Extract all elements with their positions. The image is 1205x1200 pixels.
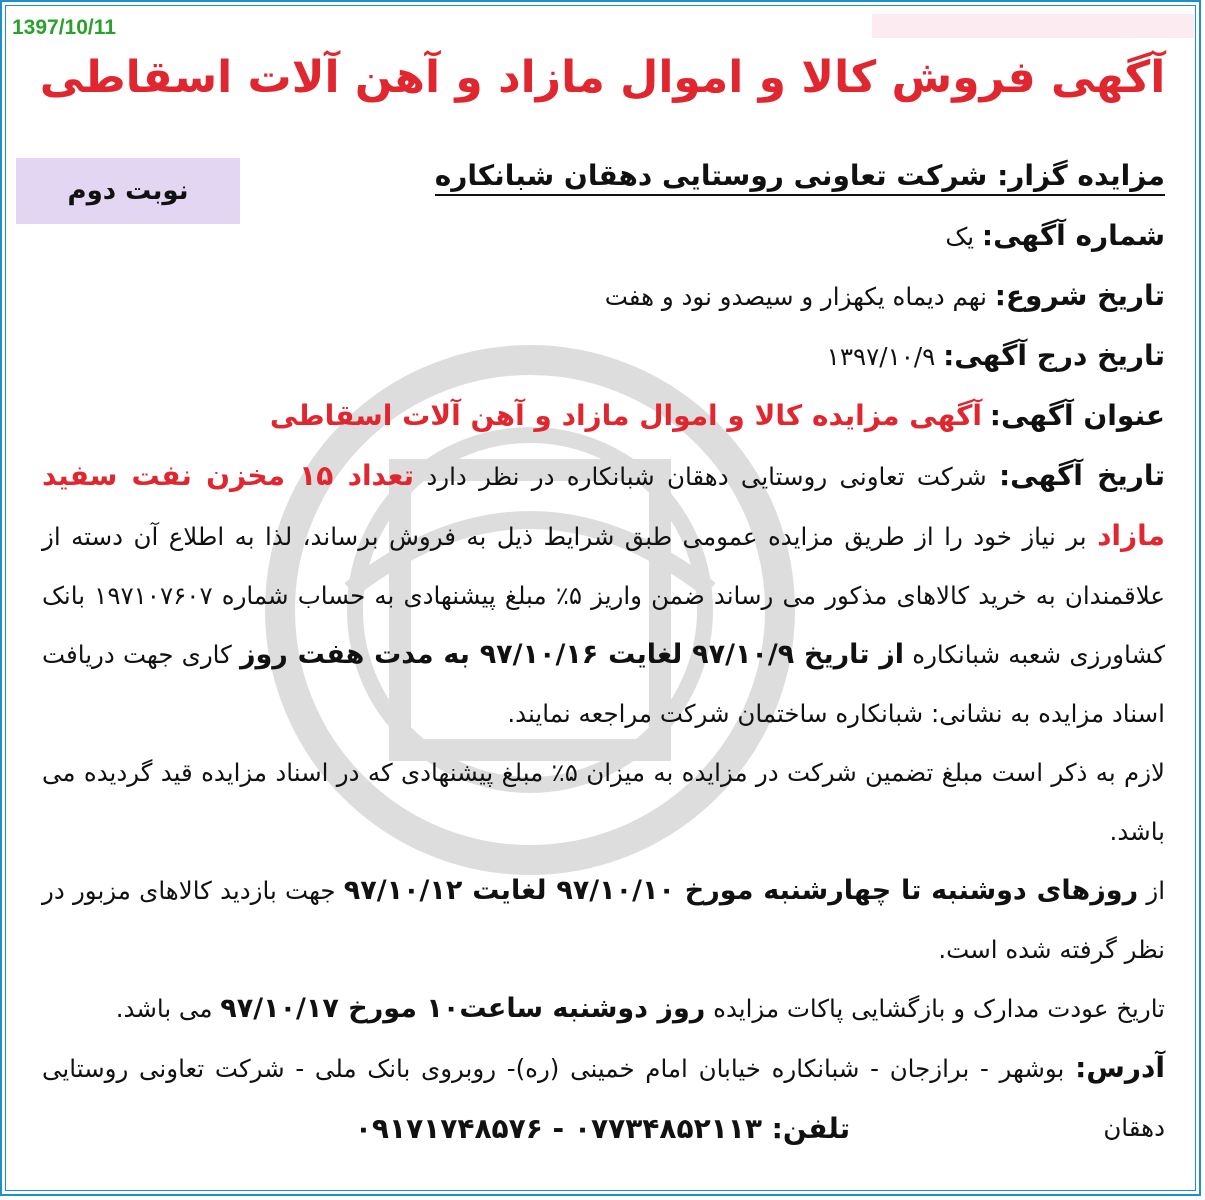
- ad-title-value: آگهی مزایده کالا و اموال مازاد و آهن آلات اسقاطی: [269, 399, 982, 432]
- ad-number-label: شماره آگهی:: [981, 219, 1165, 252]
- history-text-1: شرکت تعاونی روستایی دهقان شبانکاره در نظر دارد: [426, 462, 987, 491]
- start-date-label: تاریخ شروع:: [994, 279, 1165, 312]
- ad-number-line: [42, 206, 1165, 266]
- visit-days: روزهای دوشنبه تا چهارشنبه مورخ ۹۷/۱۰/۱۰ لغایت ۹۷/۱۰/۱۲: [343, 875, 1139, 906]
- publish-date-value: ۱۳۹۷/۱۰/۹: [826, 342, 936, 371]
- opening-text-1: تاریخ عودت مدارک و بازگشایی پاکات مزایده: [713, 994, 1165, 1023]
- ad-details-paragraph: [42, 446, 1165, 743]
- history-text-3: کاری جهت دریافت اسناد مزایده به نشانی: شبانکاره ساختمان شرکت مراجعه نمایند.: [42, 640, 1165, 728]
- opening-text-2: می باشد.: [115, 994, 213, 1023]
- history-label: تاریخ آگهی:: [998, 459, 1165, 492]
- ad-title-line: [42, 386, 1165, 446]
- start-date-line: [42, 266, 1165, 326]
- ad-number-value: یک: [945, 222, 975, 251]
- history-highlight: تعداد ۱۵ مخزن نفت سفید مازاد: [42, 459, 1165, 552]
- guarantee-paragraph: لازم به ذکر است مبلغ تضمین شرکت در مزایده به میزان ۵٪ مبلغ پیشنهادی که در اسناد مزایده قید گردیده می باشد.: [42, 758, 1165, 846]
- opening-paragraph: [42, 979, 1165, 1038]
- history-text-2: بر نیاز خود را از طریق مزایده عمومی طبق شرایط ذیل به فروش برساند، لذا به اطلاع آن دسته از علاقمندان به خرید کالاهای مذکور می رساند ضمن واریز ۵٪ مبلغ پیشنهادی به حساب شماره ۱۹۷۱۰۷۶۰۷ بانک کشاورزی شعبه شبانکاره: [42, 522, 1165, 669]
- organizer-label: مزایده گزار:: [997, 159, 1165, 192]
- visit-paragraph: [42, 861, 1165, 979]
- round-badge: نوبت دوم: [16, 158, 240, 224]
- headline: آگهی فروش کالا و اموال مازاد و آهن آلات اسقاطی: [39, 52, 1166, 103]
- address-label: آدرس:: [1075, 1051, 1165, 1084]
- header-strip: [872, 14, 1194, 38]
- opening-time: روز دوشنبه ساعت۱۰ مورخ ۹۷/۱۰/۱۷: [220, 993, 706, 1024]
- organizer-text: [435, 159, 1165, 196]
- visit-text-2: جهت بازدید کالاهای مزبور در نظر گرفته شده است.: [42, 876, 1165, 964]
- visit-text-1: از: [1146, 876, 1165, 905]
- publish-date-line: [42, 326, 1165, 386]
- history-period: از تاریخ ۹۷/۱۰/۹ لغایت ۹۷/۱۰/۱۶ به مدت هفت روز: [239, 639, 905, 670]
- phone-numbers: تلفن: ۰۷۷۳۴۸۵۲۱۱۳ - ۰۹۱۷۱۷۴۸۵۷۶: [354, 1112, 851, 1145]
- date-stamp: 1397/10/11: [12, 16, 116, 39]
- ad-body: [42, 146, 1165, 1157]
- publish-date-label: تاریخ درج آگهی:: [943, 339, 1165, 372]
- ad-title-label: عنوان آگهی:: [989, 399, 1165, 432]
- organizer-line: [42, 146, 1165, 206]
- organizer-value: شرکت تعاونی روستایی دهقان شبانکاره: [434, 159, 988, 192]
- start-date-value: نهم دیماه یکهزار و سیصدو نود و هفت: [604, 282, 987, 311]
- address-value: بوشهر - برازجان - شبانکاره خیابان امام خمینی (ره)- روبروی بانک ملی - شرکت تعاونی روستایی دهقان: [42, 1054, 1165, 1142]
